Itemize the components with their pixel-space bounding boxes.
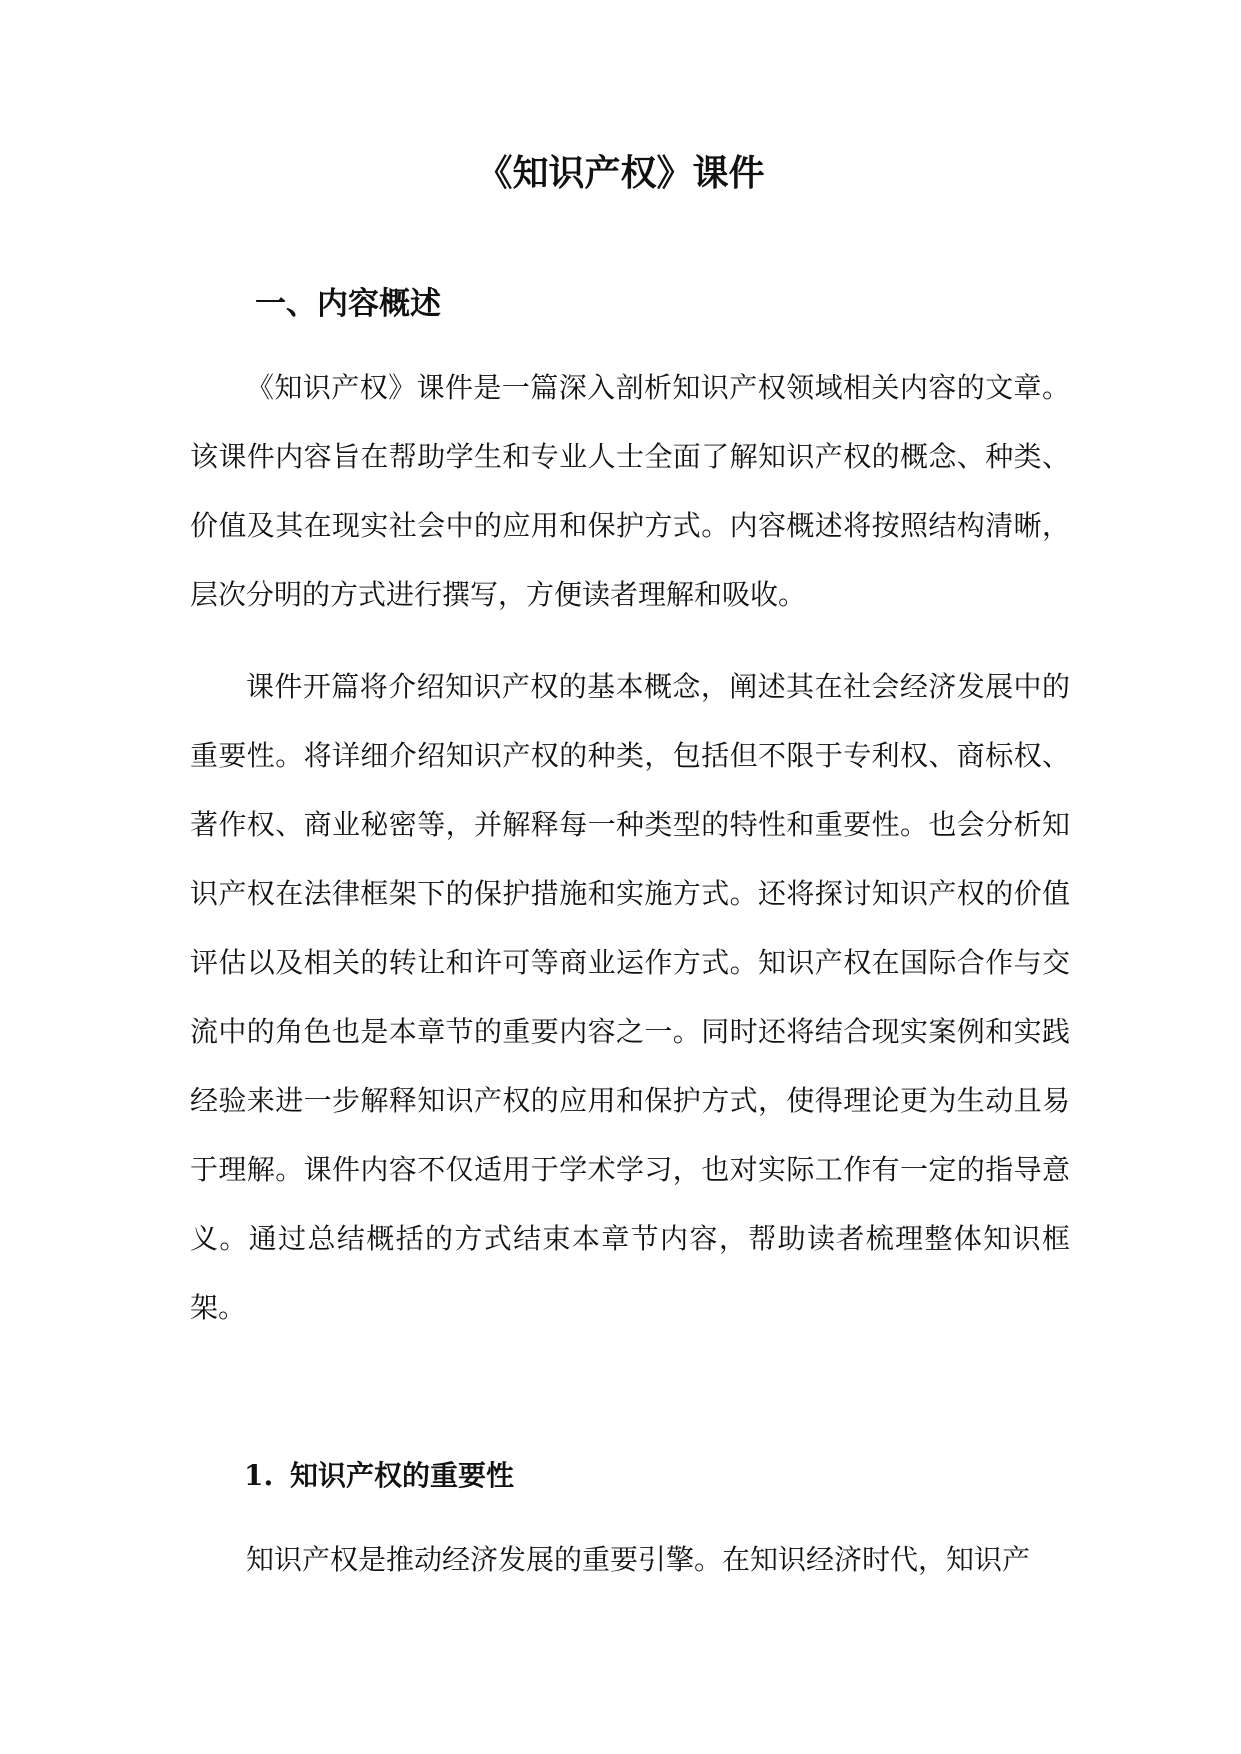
document-title: 《知识产权》课件 (476, 152, 765, 194)
overview-paragraph-1: 《知识产权》课件是一篇深入剖析知识产权领域相关内容的文章。该课件内容旨在帮助学生和专业人士全面了解知识产权的概念、种类、价值及其在现实社会中的应用和保护方式。内容概述将按照结构清晰，层次分明的方式进行撰写，方便读者理解和吸收。 (190, 371, 1070, 611)
section-heading-overview: 一、内容概述 (255, 286, 441, 322)
subsection-number: 1. (244, 1459, 274, 1492)
subsection-heading-importance (244, 1456, 514, 1496)
importance-paragraph: 知识产权是推动经济发展的重要引擎。在知识经济时代，知识产 (246, 1543, 1031, 1576)
subsection-title: 知识产权的重要性 (290, 1459, 515, 1492)
overview-paragraph-2: 课件开篇将介绍知识产权的基本概念，阐述其在社会经济发展中的重要性。将详细介绍知识产权的种类，包括但不限于专利权、商标权、著作权、商业秘密等，并解释每一种类型的特性和重要性。也会分析知识产权在法律框架下的保护措施和实施方式。还将探讨知识产权的价值评估以及相关的转让和许可等商业运作方式。知识产权在国际合作与交流中的角色也是本章节的重要内容之一。同时还将结合现实案例和实践经验来进一步解释知识产权的应用和保护方式，使得理论更为生动且易于理解。课件内容不仅适用于学术学习，也对实际工作有一定的指导意义。通过总结概括的方式结束本章节内容，帮助读者梳理整体知识框架。 (190, 670, 1070, 1324)
